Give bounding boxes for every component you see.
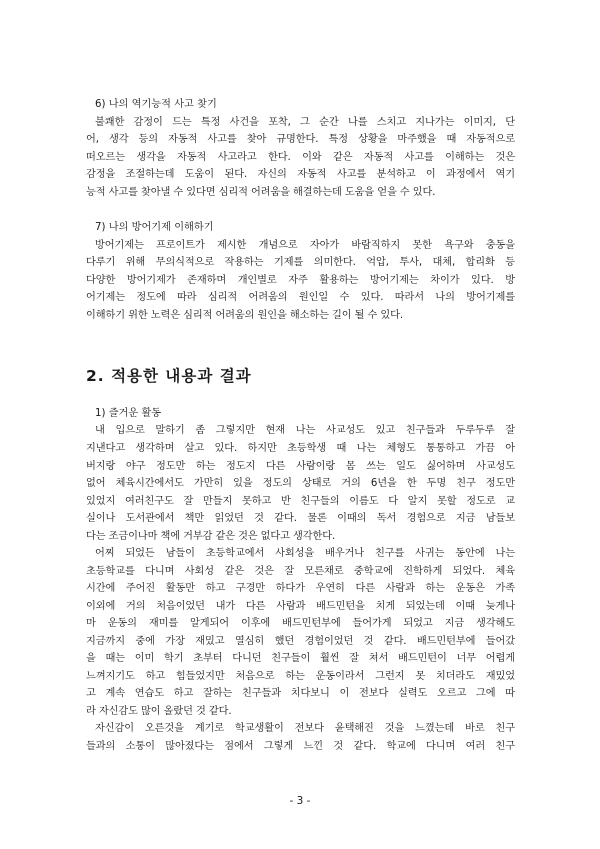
body-line: 불쾌한 감정이 드는 특정 사건을 포착, 그 순간 나를 스치고 지나가는 이미지, 단 [95,117,515,128]
body-line: 방어기제는 프로이트가 제시한 개념으로 자아가 바람직하지 못한 욕구와 충동을 [95,240,515,251]
body-line: 내 입으로 말하기 좀 그렇지만 현재 나는 사교성도 있고 친구들과 두루두루 잘 [95,425,515,436]
body-line: 어찌 되었든 남들이 초등학교에서 사회성을 배우거나 친구를 사귀는 동안에 나는 [95,548,515,559]
body-line: 라 자신감도 많이 올랐던 것 같다. [86,706,232,717]
body-line: 고 계속 연습도 하고 잘하는 친구들과 치다보니 이 전보다 실력도 오르고 그에 따 [86,688,515,699]
body-line: 다양한 방어기제가 존재하며 개인별로 자주 활용하는 방어기제는 차이가 있다. 방 [86,275,515,286]
body-line: 버지랑 야구 정도만 하는 정도지 다른 사람이랑 몸 쓰는 일도 싫어하며 사교성도 [86,461,516,472]
body-line: 없어 체육시간에서도 가만히 있을 정도의 상태로 거의 6년을 한 두명 친구 정도만 [86,478,515,489]
page-number: - 3 - [289,795,311,807]
body-line: 다루기 위해 무의식적으로 작용하는 기제를 의미한다. 억압, 투사, 대체, 합리화 등 [86,257,515,268]
body-line: 자신감이 오른것을 계기로 학교생활이 전보다 윤택해진 것을 느꼈는데 바로 친구 [95,723,515,734]
body-line: 지금까지 중에 가장 재밌고 열심히 했던 경험이었던 것 같다. 배드민턴부에 들어갔 [86,636,515,647]
subsection-heading: 1) 즐거운 활동 [95,408,162,419]
body-line: 이외에 거의 처음이었던 내가 다른 사람과 배드민턴을 치게 되었는데 이때 늦게나 [86,601,515,612]
section-heading: 7) 나의 방어기제 이해하기 [95,222,214,233]
body-line: 시간에 주어진 활동만 하고 구경만 하다가 우연히 다른 사람과 하는 운동은 가족 [86,583,516,594]
body-line: 실이나 도서관에서 책만 읽었던 것 같다. 물론 이때의 독서 경험으로 지금 남들보 [86,513,515,524]
body-line: 있었지 여러친구도 잘 만들지 못하고 반 친구들의 이름도 다 알지 못할 정도로 교 [86,496,515,507]
body-line: 어, 생각 등의 자동적 사고를 찾아 규명한다. 특정 상황을 마주했을 때 자동적으로 [86,134,515,145]
body-line: 이해하기 위한 노력은 심리적 어려움의 원인을 해소하는 길이 될 수 있다. [86,310,404,321]
body-line: 마 운동의 재미를 알게되어 이후에 배드민턴부에 들어가게 되었고 지금 생각해도 [86,618,515,629]
body-line: 을 때는 이미 학기 초부터 다니던 친구들이 훨씬 잘 쳐서 배드민턴이 너무 어렵게 [86,653,515,664]
body-line: 감정을 조절하는데 도움이 된다. 자신의 자동적 사고를 분석하고 이 과정에서 역기 [86,169,515,180]
body-line: 다는 조금이나마 책에 거부감 같은 것은 없다고 생각한다. [86,531,336,542]
section-heading: 6) 나의 역기능적 사고 찾기 [95,99,217,110]
body-line: 떠오르는 생각을 자동적 사고라고 한다. 이와 같은 자동적 사고를 이해하는 것은 [86,152,515,163]
body-line: 들과의 소통이 많아졌다는 점에서 그렇게 느낀 것 같다. 학교에 다니며 여러 친구 [86,741,515,752]
body-line: 능적 사고를 찾아낼 수 있다면 심리적 어려움을 해결하는데 도움을 얻을 수 있다. [86,187,436,198]
body-line: 어기제는 정도에 따라 심리적 어려움의 원인일 수 있다. 따라서 나의 방어기제를 [86,292,516,303]
chapter-heading: 2. 적용한 내용과 결과 [86,367,252,385]
body-line: 초등학교를 다니며 사회성 같은 것은 잘 모른채로 중학교에 진학하게 되었다. 체육 [86,566,515,577]
body-line: 지낸다고 생각하며 살고 있다. 하지만 초등학생 때 나는 체형도 통통하고 가끔 아 [86,443,515,454]
body-line: 느껴지기도 하고 힘들었지만 처음으로 하는 운동이라서 그런지 못 치더라도 재밌었 [86,671,515,682]
